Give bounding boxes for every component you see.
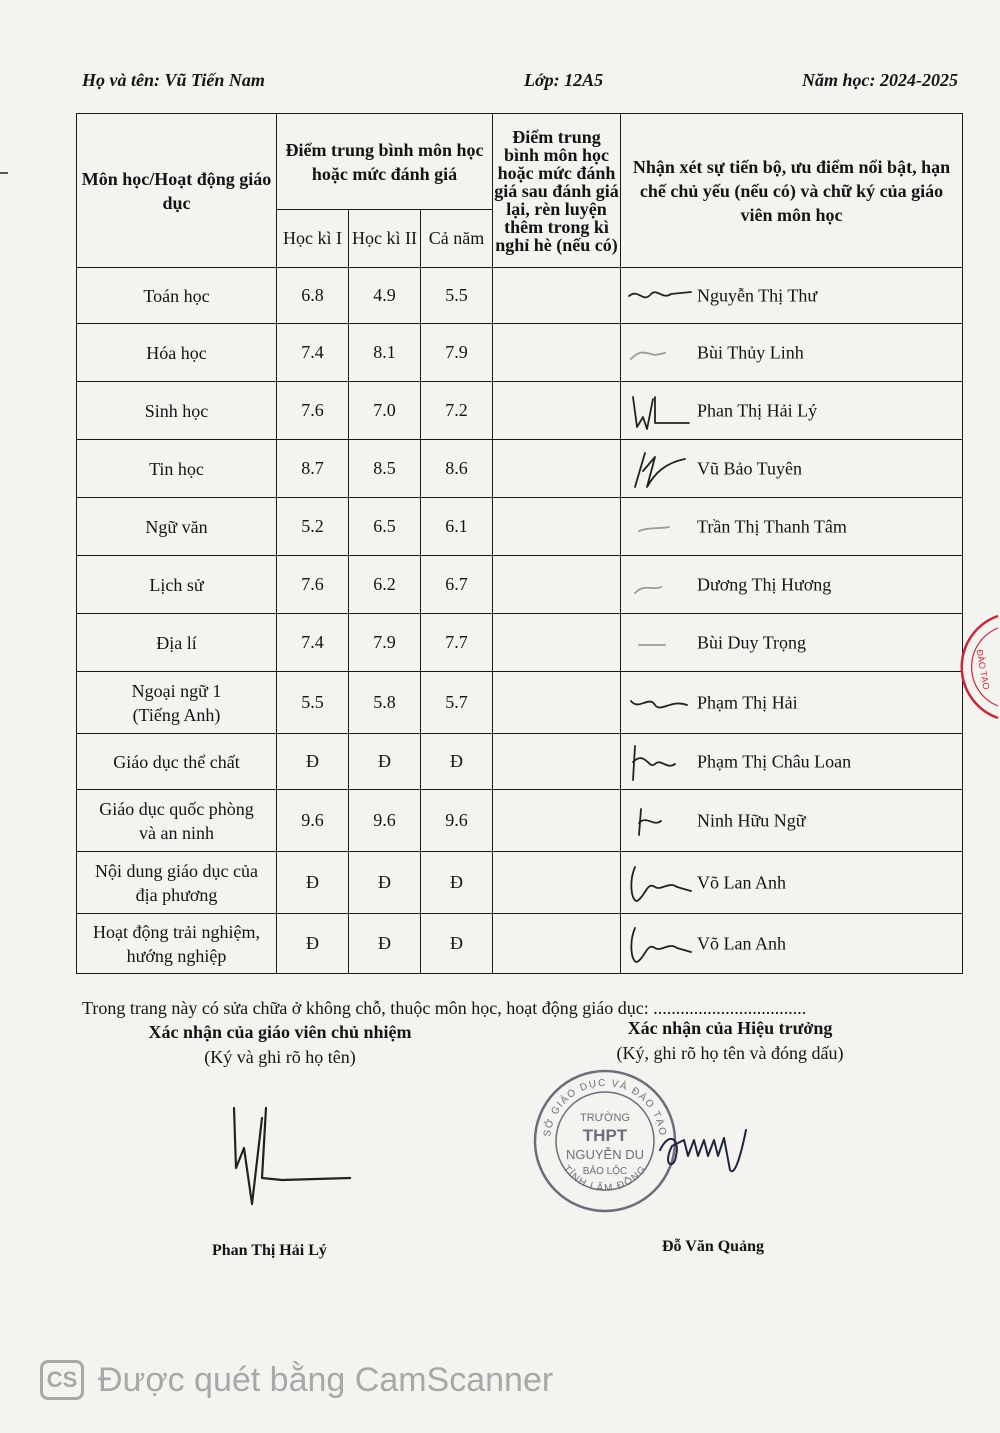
- subject-name: Ngoại ngữ 1: [131, 680, 222, 701]
- score-year: 7.7: [421, 614, 493, 672]
- teacher-cell: [621, 556, 963, 614]
- table-row: [77, 790, 963, 852]
- subject-cell: [77, 498, 277, 556]
- principal-confirmation: [560, 1018, 900, 1064]
- score-sem2: 8.1: [349, 324, 421, 382]
- teacher-signature-icon: [625, 331, 695, 375]
- seal-line4: BẢO LỘC: [582, 1166, 628, 1177]
- subject-name: Tin học: [149, 458, 204, 479]
- class-label: Lớp: 12A5: [524, 70, 604, 90]
- teacher-signature-icon: [625, 922, 695, 966]
- school-year: Năm học: 2024-2025: [802, 70, 958, 90]
- principal-name: Đỗ Văn Quảng: [662, 1238, 764, 1255]
- subject-cell: [77, 382, 277, 440]
- col-header-comment: Nhận xét sự tiến bộ, ưu điểm nổi bật, hạn chế chủ yếu (nếu có) và chữ ký của giáo viên môn học: [621, 114, 963, 268]
- score-year: 6.7: [421, 556, 493, 614]
- col-header-year: Cả năm: [421, 210, 493, 268]
- retest-cell: [493, 734, 621, 790]
- subject-name: Lịch sử: [149, 574, 204, 595]
- retest-cell: [493, 672, 621, 734]
- table-row: [77, 734, 963, 790]
- teacher-name: Võ Lan Anh: [697, 933, 787, 953]
- score-sem1: 8.7: [277, 440, 349, 498]
- score-sem2: 4.9: [349, 268, 421, 324]
- teacher-signature-icon: [625, 563, 695, 607]
- seal-bottom-text: TỈNH LÂM ĐỒNG: [560, 1163, 650, 1195]
- subject-name: Hoạt động trải nghiệm,: [93, 921, 260, 942]
- score-sem1: 5.5: [277, 672, 349, 734]
- subject-cell: [77, 324, 277, 382]
- retest-cell: [493, 440, 621, 498]
- score-sem2: 5.8: [349, 672, 421, 734]
- subject-name: Giáo dục thể chất: [113, 751, 240, 772]
- homeroom-name: Phan Thị Hải Lý: [212, 1242, 327, 1259]
- subject-cell: [77, 556, 277, 614]
- score-sem2: 7.0: [349, 382, 421, 440]
- table-row: [77, 268, 963, 324]
- teacher-signature-icon: [625, 861, 695, 905]
- table-row: [77, 614, 963, 672]
- teacher-name: Ninh Hữu Ngữ: [697, 810, 806, 830]
- retest-cell: [493, 556, 621, 614]
- col-header-subject: Môn học/Hoạt động giáo dục: [77, 114, 277, 268]
- score-year: 5.5: [421, 268, 493, 324]
- retest-cell: [493, 268, 621, 324]
- score-sem2: 6.5: [349, 498, 421, 556]
- score-year: 7.2: [421, 382, 493, 440]
- score-year: 5.7: [421, 672, 493, 734]
- principal-subtitle: (Ký, ghi rõ họ tên và đóng dấu): [616, 1043, 844, 1063]
- score-year: Đ: [421, 914, 493, 974]
- subject-cell: [77, 268, 277, 324]
- table-row: [77, 672, 963, 734]
- student-name: Họ và tên: Vũ Tiến Nam: [82, 70, 265, 90]
- score-sem1: 7.6: [277, 382, 349, 440]
- score-year: Đ: [421, 734, 493, 790]
- score-year: Đ: [421, 852, 493, 914]
- subject-name-line2: (Tiếng Anh): [132, 704, 221, 725]
- teacher-signature-icon: [625, 274, 695, 318]
- table-row: [77, 440, 963, 498]
- camscanner-text: Được quét bằng CamScanner: [98, 1360, 554, 1399]
- seal-ring-text: SỞ GIÁO DỤC VÀ ĐÀO TẠO: [542, 1077, 668, 1138]
- score-sem2: 7.9: [349, 614, 421, 672]
- retest-cell: [493, 498, 621, 556]
- teacher-cell: [621, 790, 963, 852]
- teacher-name: Phạm Thị Châu Loan: [697, 751, 852, 771]
- table-row: [77, 324, 963, 382]
- teacher-signature-icon: [625, 740, 695, 784]
- correction-note: Trong trang này có sửa chữa ở không chỗ, thuộc môn học, hoạt động giáo dục: ..................................: [82, 998, 807, 1018]
- seal-line1: TRƯỜNG: [580, 1112, 630, 1124]
- score-year: 8.6: [421, 440, 493, 498]
- subject-cell: [77, 614, 277, 672]
- retest-cell: [493, 914, 621, 974]
- subject-cell: [77, 914, 277, 974]
- retest-cell: [493, 790, 621, 852]
- teacher-name: Võ Lan Anh: [697, 872, 787, 892]
- score-sem2: Đ: [349, 852, 421, 914]
- score-sem2: 8.5: [349, 440, 421, 498]
- teacher-cell: [621, 852, 963, 914]
- principal-signature-icon: [650, 1110, 780, 1180]
- subject-name: Hóa học: [146, 342, 207, 363]
- scan-edge-mark: [0, 172, 8, 174]
- score-sem1: 6.8: [277, 268, 349, 324]
- subject-cell: [77, 734, 277, 790]
- teacher-name: Vũ Bảo Tuyên: [697, 458, 803, 478]
- teacher-cell: [621, 498, 963, 556]
- teacher-signature-icon: [625, 681, 695, 725]
- teacher-cell: [621, 324, 963, 382]
- teacher-signature-icon: [625, 799, 695, 843]
- subject-cell: [77, 440, 277, 498]
- teacher-name: Dương Thị Hương: [697, 574, 832, 594]
- homeroom-subtitle: (Ký và ghi rõ họ tên): [204, 1047, 356, 1067]
- homeroom-confirmation: [120, 1022, 440, 1068]
- score-sem2: Đ: [349, 914, 421, 974]
- score-year: 7.9: [421, 324, 493, 382]
- subject-name: Sinh học: [144, 400, 209, 421]
- subject-name: Địa lí: [156, 632, 197, 653]
- teacher-cell: [621, 382, 963, 440]
- score-year: 9.6: [421, 790, 493, 852]
- subject-cell: [77, 852, 277, 914]
- retest-cell: [493, 852, 621, 914]
- teacher-cell: [621, 268, 963, 324]
- subject-cell: [77, 790, 277, 852]
- score-sem2: 6.2: [349, 556, 421, 614]
- teacher-name: Bùi Duy Trọng: [697, 632, 807, 652]
- subject-name: Toán học: [143, 285, 210, 306]
- edge-seal-icon: [958, 612, 1000, 722]
- score-sem1: Đ: [277, 734, 349, 790]
- teacher-cell: [621, 914, 963, 974]
- camscanner-logo-icon: CS: [40, 1360, 84, 1400]
- teacher-signature-icon: [625, 389, 695, 433]
- subject-name: Ngữ văn: [145, 516, 208, 537]
- table-row: [77, 914, 963, 974]
- score-year: 6.1: [421, 498, 493, 556]
- score-sem2: Đ: [349, 734, 421, 790]
- camscanner-watermark: [40, 1358, 553, 1402]
- score-sem1: 7.4: [277, 614, 349, 672]
- subject-cell: [77, 672, 277, 734]
- score-sem1: 7.4: [277, 324, 349, 382]
- homeroom-title: Xác nhận của giáo viên chủ nhiệm: [148, 1022, 412, 1042]
- table-row: [77, 556, 963, 614]
- score-sem1: Đ: [277, 852, 349, 914]
- subject-name: Nội dung giáo dục của: [95, 860, 258, 881]
- edge-seal-text: ĐÀO TẠO: [974, 648, 992, 691]
- teacher-name: Phan Thị Hải Lý: [697, 400, 818, 420]
- teacher-cell: [621, 672, 963, 734]
- col-header-sem1: Học kì I: [277, 210, 349, 268]
- teacher-cell: [621, 734, 963, 790]
- score-sem1: 5.2: [277, 498, 349, 556]
- teacher-name: Trần Thị Thanh Tâm: [697, 516, 847, 536]
- retest-cell: [493, 614, 621, 672]
- seal-line2: THPT: [582, 1126, 628, 1145]
- grades-table: [76, 113, 963, 974]
- homeroom-signature-icon: [222, 1098, 362, 1218]
- teacher-signature-icon: [625, 505, 695, 549]
- teacher-name: Bùi Thủy Linh: [697, 342, 804, 362]
- subject-name-line2: hướng nghiệp: [126, 945, 227, 966]
- table-row: [77, 498, 963, 556]
- retest-cell: [493, 324, 621, 382]
- table-row: [77, 852, 963, 914]
- score-sem1: 9.6: [277, 790, 349, 852]
- subject-name: Giáo dục quốc phòng: [99, 798, 254, 819]
- teacher-cell: [621, 614, 963, 672]
- subject-name-line2: và an ninh: [139, 822, 214, 843]
- teacher-name: Nguyễn Thị Thư: [697, 285, 818, 305]
- col-header-score: Điểm trung bình môn học hoặc mức đánh giá: [277, 114, 493, 210]
- col-header-retest: Điểm trung bình môn học hoặc mức đánh giá sau đánh giá lại, rèn luyện thêm trong kì nghỉ hè (nếu có): [493, 114, 621, 268]
- subject-name-line2: địa phương: [135, 884, 218, 905]
- student-header: [82, 70, 962, 96]
- score-sem2: 9.6: [349, 790, 421, 852]
- seal-line3: NGUYỄN DU: [565, 1147, 645, 1162]
- teacher-cell: [621, 440, 963, 498]
- principal-title: Xác nhận của Hiệu trưởng: [627, 1018, 833, 1038]
- col-header-sem2: Học kì II: [349, 210, 421, 268]
- score-sem1: 7.6: [277, 556, 349, 614]
- retest-cell: [493, 382, 621, 440]
- teacher-name: Phạm Thị Hải: [697, 692, 798, 712]
- score-sem1: Đ: [277, 914, 349, 974]
- table-row: [77, 382, 963, 440]
- teacher-signature-icon: [625, 621, 695, 665]
- teacher-signature-icon: [625, 447, 695, 491]
